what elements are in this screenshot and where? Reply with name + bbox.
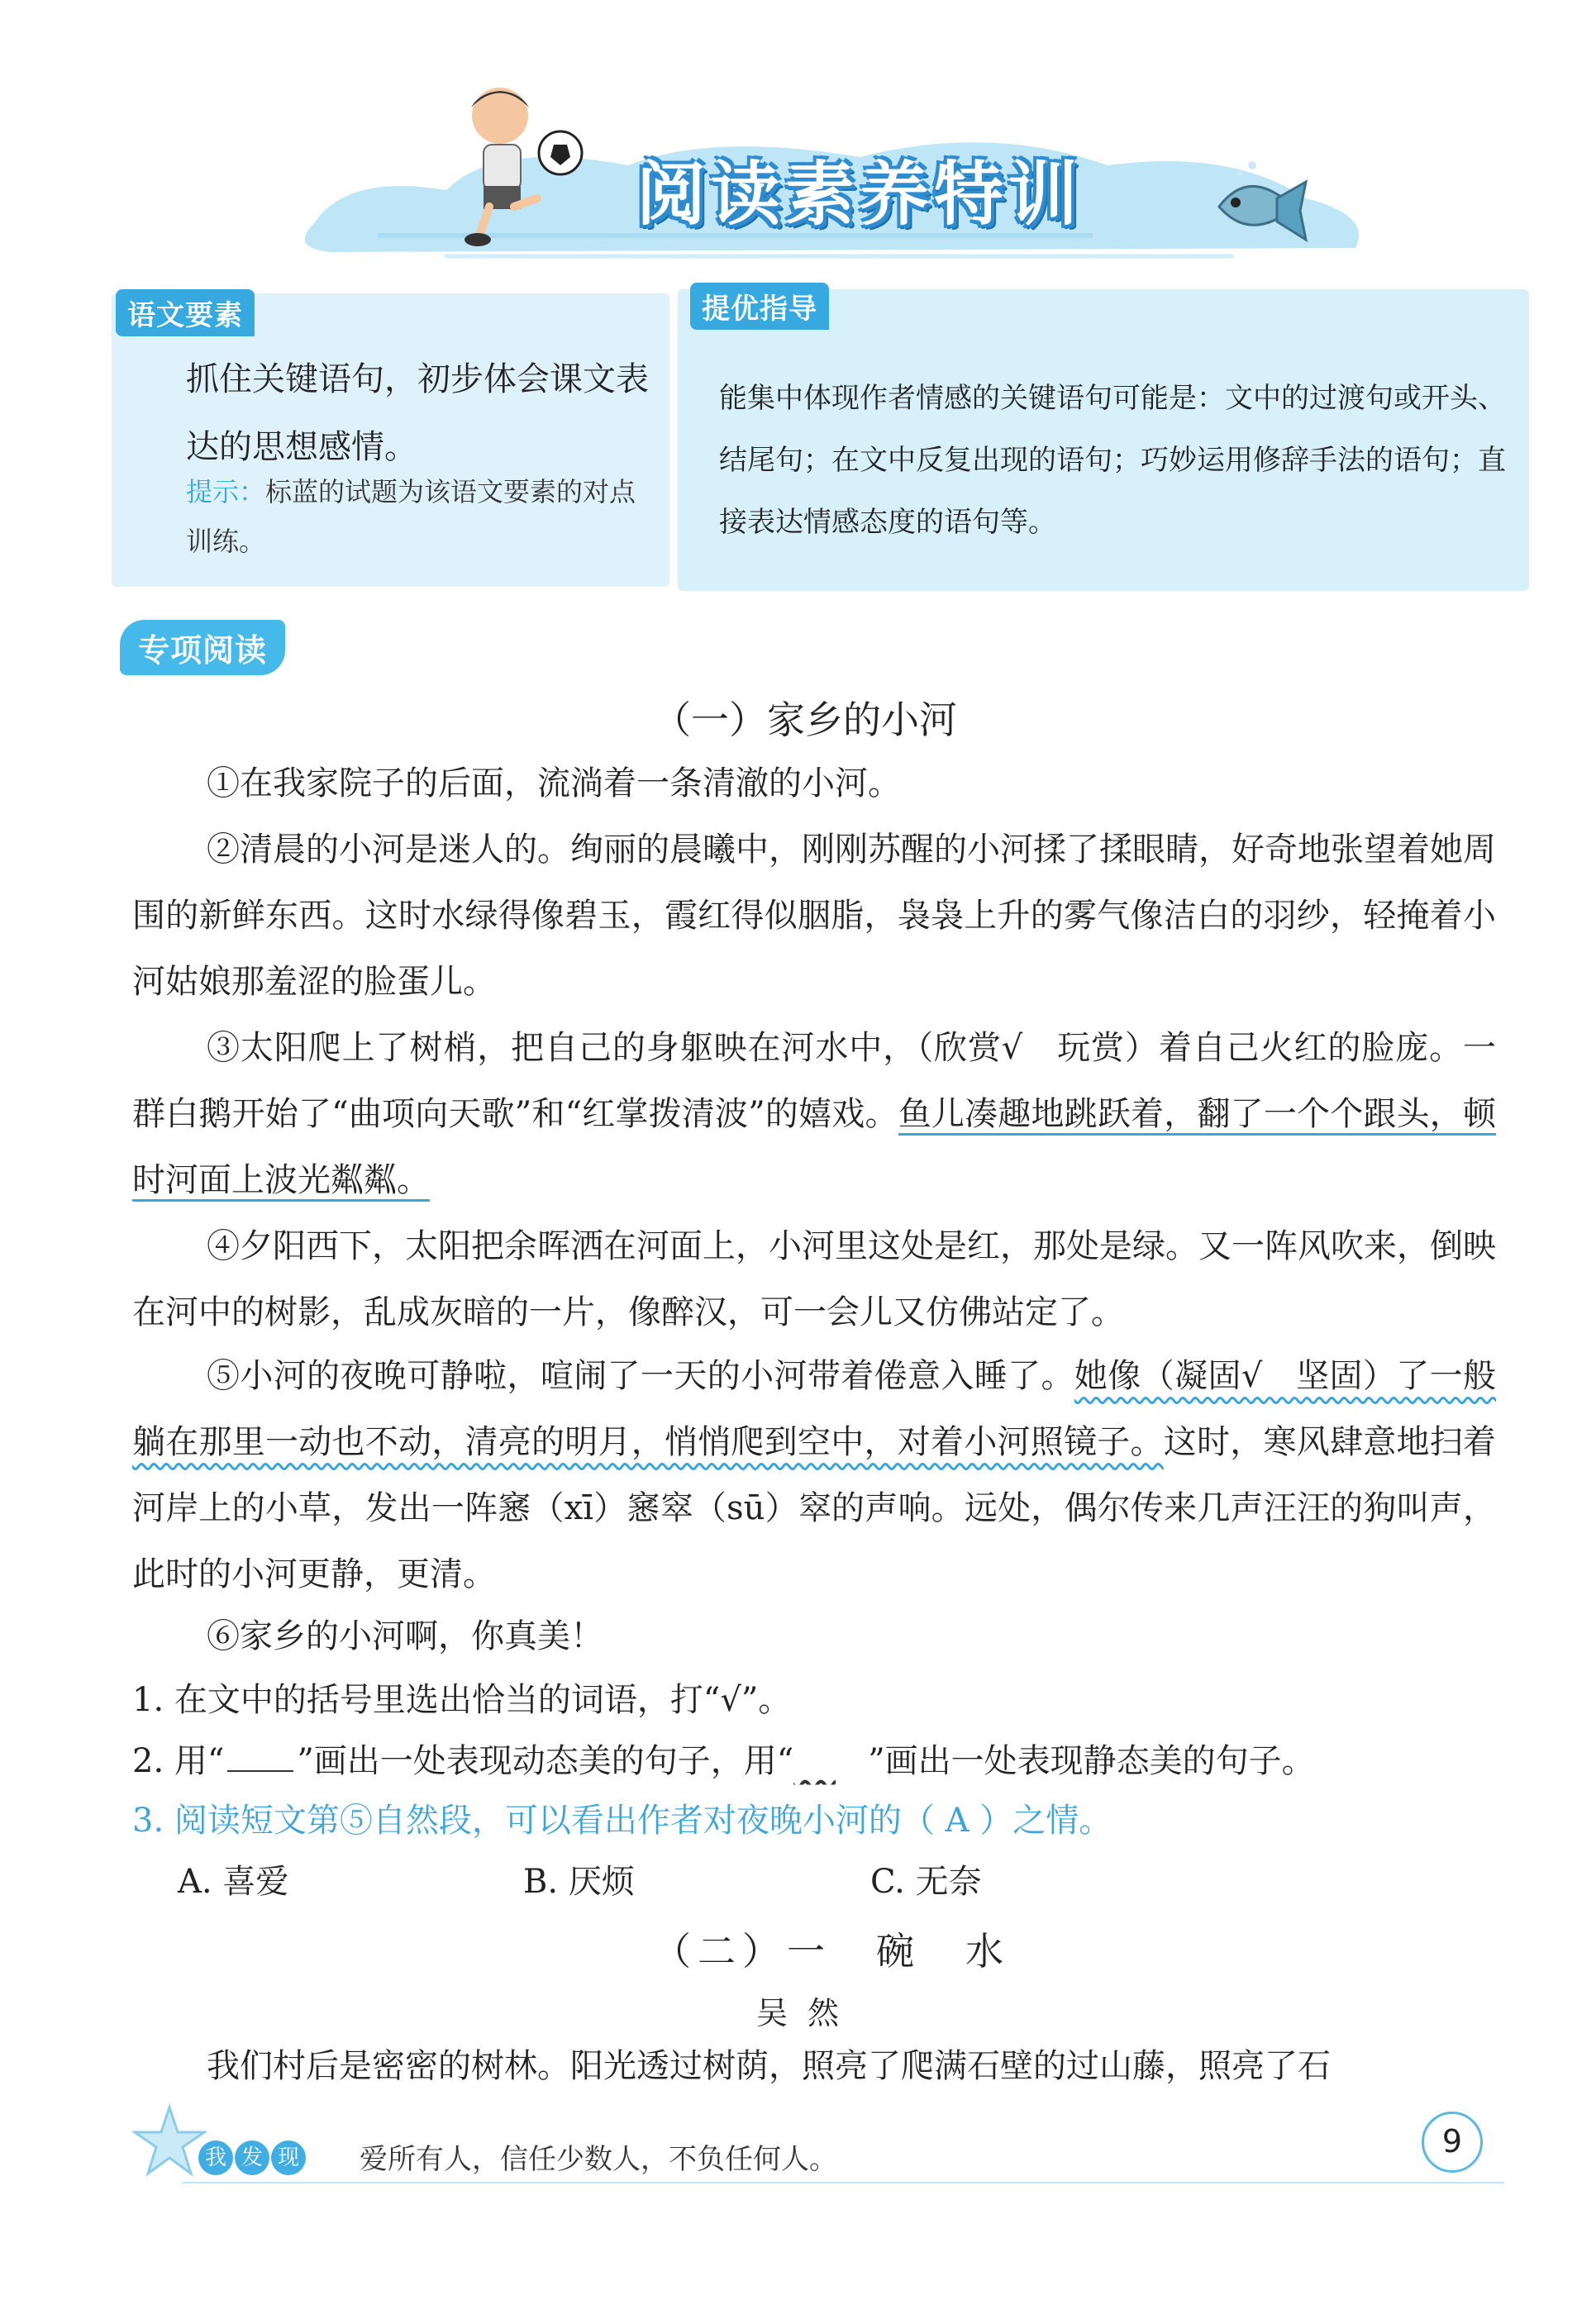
p3-text: ③太阳爬上了树梢，把自己的身躯映在河水中，（欣赏√ 玩赏）着自己火红的脸庞。一群白鹅开始了“曲项向天歌”和“红掌拨清波”的嬉戏。 bbox=[132, 1029, 1496, 1133]
option-b: B. 厌烦 bbox=[523, 1863, 635, 1901]
question-3 bbox=[132, 1792, 1112, 1850]
footer-brand bbox=[198, 2140, 307, 2175]
hint-text: 标蓝的试题为该语文要素的对点训练。 bbox=[186, 476, 636, 557]
yuwen-tag: 语文要素 bbox=[116, 289, 255, 336]
straight-line-mark bbox=[227, 1770, 293, 1772]
boy-soccer-illustration bbox=[438, 74, 587, 248]
hint-label: 提示： bbox=[186, 476, 266, 507]
option-c: C. 无奈 bbox=[870, 1863, 982, 1901]
question-1: 1. 在文中的括号里选出恰当的词语，打“√”。 bbox=[132, 1681, 792, 1719]
q3-part-a: 3. 阅读短文第⑤自然段，可以看出作者对夜晚小河的（ bbox=[132, 1802, 946, 1840]
passage2-author: 吴然 bbox=[756, 1995, 860, 2031]
passage1-paragraph-6: ⑥家乡的小河啊，你真美！ bbox=[207, 1617, 603, 1655]
p5-text-a: ⑤小河的夜晚可静啦，喧闹了一天的小河带着倦意入睡了。 bbox=[207, 1357, 1074, 1395]
passage1-paragraph-4: ④夕阳西下，太阳把余晖洒在河面上，小河里这处是红，那处是绿。又一阵风吹来，倒映在河中的树影，乱成灰暗的一片，像醉汉，可一会儿又仿佛站定了。 bbox=[132, 1227, 1496, 1331]
passage1-paragraph-3 bbox=[132, 1015, 1496, 1213]
option-a: A. 喜爱 bbox=[178, 1863, 289, 1901]
q3-answer: A bbox=[945, 1802, 970, 1840]
brand-char-3: 现 bbox=[271, 2140, 306, 2175]
fish-illustration bbox=[1203, 149, 1310, 256]
q2-part-a: 2. 用“ bbox=[132, 1742, 225, 1780]
p3-dynamic-sentence: 鱼儿凑趣地跳跃着，翻了一个个跟头，顿时河面上波光粼粼。 bbox=[132, 1095, 1496, 1202]
brand-char-2: 发 bbox=[235, 2140, 269, 2175]
tiyou-text: 能集中体现作者情感的关键语句可能是：文中的过渡句或开头、结尾句；在文中反复出现的语句；巧妙运用修辞手法的语句；直接表达情感态度的语句等。 bbox=[719, 382, 1506, 539]
passage1-paragraph-1: ①在我家院子的后面，流淌着一条清澈的小河。 bbox=[207, 764, 901, 802]
passage2-paragraph-1: 我们村后是密密的树林。阳光透过树荫，照亮了爬满石壁的过山藤，照亮了石 bbox=[207, 2047, 1331, 2085]
q2-part-c: ”画出一处表现静态美的句子。 bbox=[868, 1742, 1315, 1780]
q2-part-b: ”画出一处表现动态美的句子，用“ bbox=[297, 1742, 794, 1780]
p5-text-c: 这时，寒风肆意地扫着河岸上的小草，发出一阵窸（xī）窸窣（sū）窣的声响。远处，偶尔传来几声汪汪的狗叫声，此时的小河更静，更清。 bbox=[132, 1423, 1496, 1593]
passage1-paragraph-5 bbox=[132, 1343, 1496, 1607]
starfish-icon bbox=[132, 2103, 207, 2178]
page-number: 9 bbox=[1422, 2112, 1483, 2173]
passage2-title: （二）一 碗 水 bbox=[653, 1929, 1010, 1974]
question-2 bbox=[132, 1732, 1315, 1790]
section-tag: 专项阅读 bbox=[120, 620, 285, 675]
footer-divider bbox=[182, 2182, 1504, 2183]
yuwen-hint bbox=[186, 467, 649, 566]
wavy-line-mark bbox=[793, 1732, 868, 1790]
brand-char-1: 我 bbox=[198, 2140, 233, 2175]
page-title: 阅读素养特训 bbox=[636, 154, 1084, 235]
footer-quote: 爱所有人，信任少数人，不负任何人。 bbox=[360, 2143, 837, 2176]
q3-part-b: ）之情。 bbox=[969, 1802, 1112, 1840]
tiyou-tag: 提优指导 bbox=[690, 283, 829, 330]
passage1-paragraph-2: ②清晨的小河是迷人的。绚丽的晨曦中，刚刚苏醒的小河揉了揉眼睛，好奇地张望着她周围的新鲜东西。这时水绿得像碧玉，霞红得似胭脂，袅袅上升的雾气像洁白的羽纱，轻掩着小河姑娘那羞涩的脸蛋儿。 bbox=[132, 831, 1496, 1001]
passage1-title: （一）家乡的小河 bbox=[653, 698, 957, 742]
p5-static-sentence: 她像（凝固√ 坚固）了一般躺在那里一动也不动，清亮的明月，悄悄爬到空中，对着小河照镜子。 bbox=[132, 1357, 1496, 1461]
yuwen-main-text: 抓住关键语句，初步体会课文表达的思想感情。 bbox=[186, 360, 649, 466]
